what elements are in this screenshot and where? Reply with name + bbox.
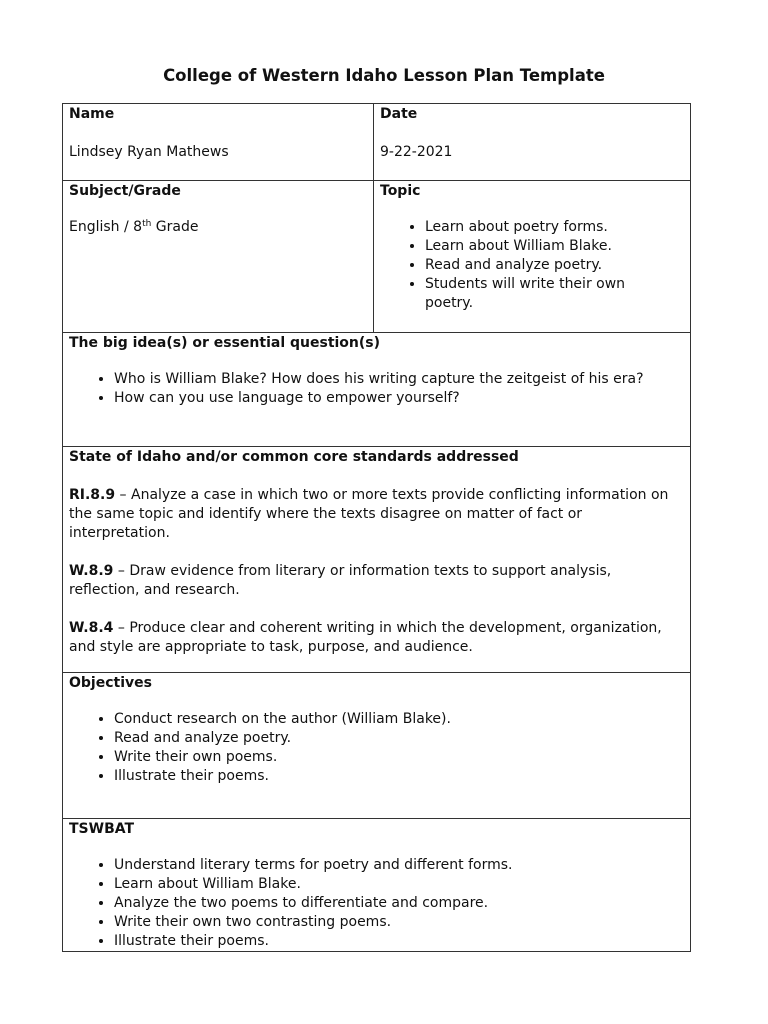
standard-code: W.8.4 bbox=[69, 620, 114, 636]
tswbat-list bbox=[69, 856, 684, 951]
big-idea-item: • How can you use language to empower yourself? bbox=[114, 389, 654, 408]
objective-item: • Read and analyze poetry. bbox=[114, 729, 684, 748]
objective-item: • Illustrate their poems. bbox=[114, 767, 684, 786]
topic-label: Topic bbox=[380, 183, 421, 199]
standards-row bbox=[63, 447, 691, 673]
topic-list bbox=[380, 218, 656, 313]
standard-code: RI.8.9 bbox=[69, 487, 116, 503]
topic-item: • Learn about William Blake. bbox=[425, 237, 656, 256]
objective-item: • Conduct research on the author (William Blake). bbox=[114, 710, 684, 729]
tswbat-label: TSWBAT bbox=[69, 821, 135, 837]
subject-value-sup: th bbox=[142, 219, 152, 229]
tswbat-item: • Analyze the two poems to differentiate and compare. bbox=[114, 894, 684, 913]
lesson-plan-table bbox=[62, 103, 691, 952]
standard-text: – Draw evidence from literary or information texts to support analysis, reflection, and research. bbox=[69, 563, 612, 598]
standard-text: – Analyze a case in which two or more texts provide conflicting information on the same topic and identify where the texts disagree on matter of fact or interpretation. bbox=[69, 487, 669, 541]
objectives-label: Objectives bbox=[69, 675, 152, 691]
objectives-list bbox=[69, 710, 684, 786]
tswbat-item: • Learn about William Blake. bbox=[114, 875, 684, 894]
standard-item bbox=[69, 486, 684, 543]
subject-label: Subject/Grade bbox=[69, 183, 181, 199]
tswbat-item: • Understand literary terms for poetry and different forms. bbox=[114, 856, 684, 875]
standard-item bbox=[69, 562, 684, 600]
topic-item: • Learn about poetry forms. bbox=[425, 218, 656, 237]
tswbat-cell bbox=[63, 819, 691, 952]
big-idea-label: The big idea(s) or essential question(s) bbox=[69, 335, 381, 351]
standards-label: State of Idaho and/or common core standards addressed bbox=[69, 449, 519, 465]
big-idea-cell bbox=[63, 333, 691, 447]
subject-value bbox=[69, 218, 367, 237]
date-label: Date bbox=[380, 106, 418, 122]
name-date-row bbox=[63, 104, 691, 181]
tswbat-item: • Illustrate their poems. bbox=[114, 932, 684, 951]
topic-item: • Students will write their own poetry. bbox=[425, 275, 656, 313]
objectives-row bbox=[63, 673, 691, 819]
standard-item bbox=[69, 619, 684, 657]
subject-cell bbox=[63, 181, 374, 333]
name-cell bbox=[63, 104, 374, 181]
subject-value-prefix: English / 8 bbox=[69, 219, 143, 235]
objective-item: • Write their own poems. bbox=[114, 748, 684, 767]
big-idea-list bbox=[69, 370, 654, 408]
name-value: Lindsey Ryan Mathews bbox=[69, 144, 229, 160]
name-label: Name bbox=[69, 106, 115, 122]
objectives-cell bbox=[63, 673, 691, 819]
date-value: 9-22-2021 bbox=[380, 144, 453, 160]
topic-cell bbox=[374, 181, 691, 333]
subject-topic-row bbox=[63, 181, 691, 333]
big-idea-item: • Who is William Blake? How does his writing capture the zeitgeist of his era? bbox=[114, 370, 654, 389]
subject-value-suffix: Grade bbox=[151, 219, 199, 235]
tswbat-item: • Write their own two contrasting poems. bbox=[114, 913, 684, 932]
document-title: College of Western Idaho Lesson Plan Template bbox=[163, 66, 605, 85]
tswbat-row bbox=[63, 819, 691, 952]
big-idea-row bbox=[63, 333, 691, 447]
standard-text: – Produce clear and coherent writing in which the development, organization, and style are appropriate to task, purpose, and audience. bbox=[69, 620, 662, 655]
standard-code: W.8.9 bbox=[69, 563, 114, 579]
standards-cell bbox=[63, 447, 691, 673]
date-cell bbox=[374, 104, 691, 181]
topic-item: • Read and analyze poetry. bbox=[425, 256, 656, 275]
